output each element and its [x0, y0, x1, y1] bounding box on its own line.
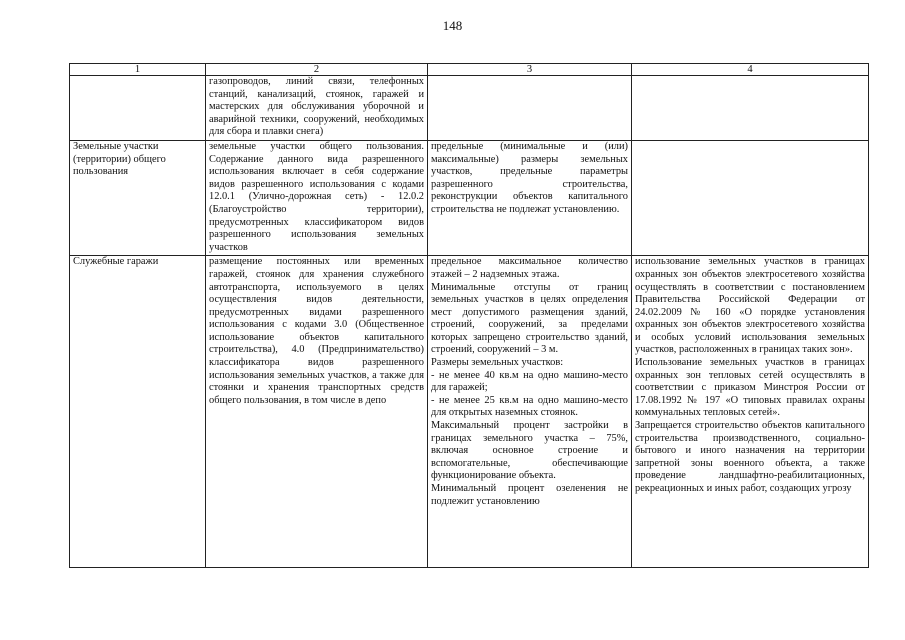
column-number-2: 2: [206, 64, 428, 76]
use-type-cell: [70, 76, 206, 141]
table-row: [70, 256, 869, 568]
column-number-3: 3: [428, 64, 632, 76]
column-number-1: 1: [70, 64, 206, 76]
restrictions-cell: [632, 140, 869, 255]
restrictions-cell: [632, 76, 869, 141]
parameters-cell: предельное максимальное количество этажей – 2 надземных этажа. Минимальные отступы от границ земельных участков в целях определения мест допустимого размещения зданий, строений, сооружений, за пределами которых запрещено строительство зданий, строений, сооружений – 3 м. Размеры земельных участков: - не менее 40 кв.м на одно машино-место для гаражей; - не менее 25 кв.м на одно машино-место для открытых наземных стоянок. Максимальный процент застройки в границах земельного участка – 75%, включая основное строение и вспомогательные, обеспечивающие функционирование объекта. Минимальный процент озеленения не подлежит установлению: [428, 256, 632, 568]
regulations-table: [69, 63, 869, 568]
table-row: [70, 140, 869, 255]
column-number-4: 4: [632, 64, 869, 76]
table-header-row: [70, 64, 869, 76]
table-row: [70, 76, 869, 141]
page-number: 148: [442, 18, 463, 33]
parameters-cell: [428, 76, 632, 141]
use-type-cell: Земельные участки (территории) общего пользования: [70, 140, 206, 255]
use-type-cell: Служебные гаражи: [70, 256, 206, 568]
use-description-cell: земельные участки общего пользования. Содержание данного вида разрешенного использования включает в себя содержание видов разрешенного использования с кодами 12.0.1 (Улично-дорожная сеть) - 12.0.2 (Благоустройство территории), предусмотренных классификатором видов разрешенного использования земельных участков: [206, 140, 428, 255]
use-description-cell: газопроводов, линий связи, телефонных станций, канализаций, стоянок, гаражей и мастерских для обслуживания уборочной и аварийной техники, сооружений, необходимых для сбора и плавки снега): [206, 76, 428, 141]
restrictions-cell: использование земельных участков в границах охранных зон объектов электросетевого хозяйства осуществлять в соответствии с постановлением Правительства Российской Федерации от 24.02.2009 № 160 «О порядке установления охранных зон объектов электросетевого хозяйства и особых условий использования земельных участков, расположенных в границах таких зон». Использование земельных участков в границах охранных зон тепловых сетей осуществлять в соответствии с приказом Минстроя России от 17.08.1992 № 197 «О типовых правилах охраны коммунальных тепловых сетей». Запрещается строительство объектов капитального строительства производственного, социально-бытового и иного назначения на территории запретной зоны военного объекта, а также проведение ландшафтно-реабилитационных, рекреационных и иных работ, создающих угрозу: [632, 256, 869, 568]
use-description-cell: размещение постоянных или временных гаражей, стоянок для хранения служебного автотранспорта, используемого в целях осуществления видов деятельности, предусмотренных видами разрешенного использования с кодами 3.0 (Общественное использование объектов капитального строительства), 4.0 (Предпринимательство) классификатора видов разрешенного использования земельных участков, а также для стоянки и хранения транспортных средств общего пользования, в том числе в депо: [206, 256, 428, 568]
parameters-cell: предельные (минимальные и (или) максимальные) размеры земельных участков, предельные параметры разрешенного строительства, реконструкции объектов капитального строительства не подлежат установлению.: [428, 140, 632, 255]
